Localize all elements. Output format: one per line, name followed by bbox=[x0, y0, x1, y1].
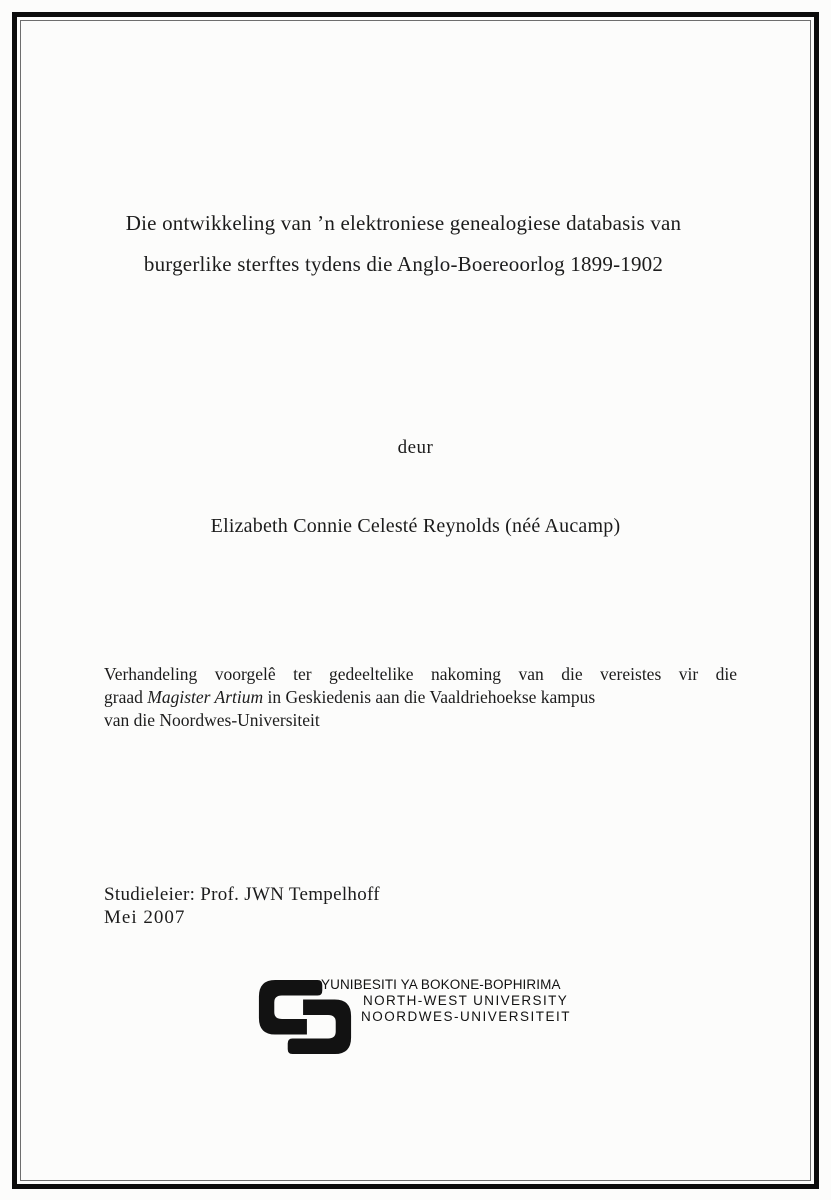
statement-line1: Verhandeling voorgelê ter gedeeltelike nakoming van die vereistes vir die bbox=[104, 664, 737, 684]
statement-line2-pre: graad bbox=[104, 687, 148, 707]
supervisor-line: Studieleier: Prof. JWN Tempelhoff bbox=[104, 884, 380, 905]
statement-line2-post: in Geskiedenis aan die Vaaldriehoekse kampus bbox=[263, 687, 596, 707]
thesis-title-line1: Die ontwikkeling van ’n elektroniese genealogiese databasis van bbox=[125, 211, 682, 235]
logo-text-english: NORTH-WEST UNIVERSITY bbox=[363, 993, 569, 1008]
degree-name: Magister Artium bbox=[147, 687, 264, 707]
thesis-statement bbox=[104, 663, 737, 732]
byline-label: deur bbox=[397, 437, 434, 458]
thesis-title-line2: burgerlike sterftes tydens die Anglo-Boereoorlog 1899-1902 bbox=[143, 252, 664, 276]
thesis-title bbox=[20, 213, 787, 275]
logo-text-afrikaans: NOORDWES-UNIVERSITEIT bbox=[361, 1009, 572, 1024]
logo-text-setswana: YUNIBESITI YA BOKONE-BOPHIRIMA bbox=[321, 977, 561, 992]
date-line: Mei 2007 bbox=[104, 907, 186, 928]
author-name: Elizabeth Connie Celesté Reynolds (néé Aucamp) bbox=[210, 515, 621, 537]
statement-line2 bbox=[104, 686, 737, 709]
statement-line3: van die Noordwes-Universiteit bbox=[104, 710, 320, 730]
